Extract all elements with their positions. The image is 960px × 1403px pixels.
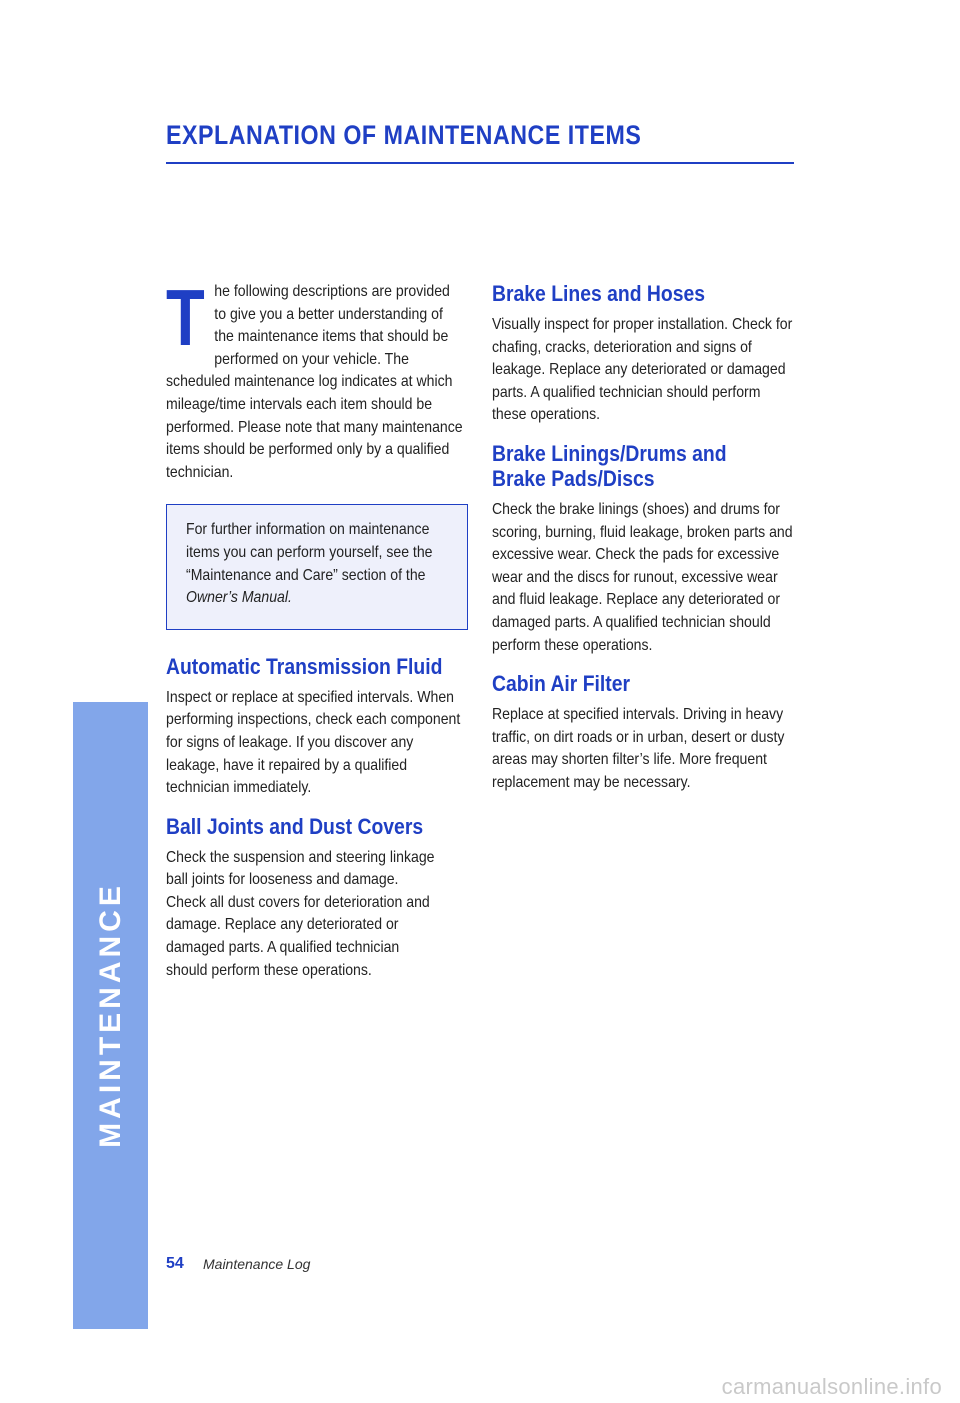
- section-heading: Cabin Air Filter: [492, 671, 631, 697]
- section-body: Check the brake linings (shoes) and drums for scoring, burning, fluid leakage, broken parts and excessive wear. Check the pads for excessive wear and the discs for runout, excessive wear and fluid leakage. Replace any deteriorated or damaged parts. A qualified technician should perform these operations.: [492, 500, 793, 654]
- section-brake-linings: [492, 441, 792, 657]
- footer-title: Maintenance Log: [203, 1256, 311, 1272]
- watermark: carmanualsonline.info: [721, 1374, 942, 1399]
- section-heading: Ball Joints and Dust Covers: [166, 813, 424, 839]
- page-number: 54: [166, 1255, 184, 1272]
- page-title: EXPLANATION OF MAINTENANCE ITEMS: [166, 120, 642, 150]
- section-body: Inspect or replace at specified intervals. When performing inspections, check each component for signs of leakage. If you discover any leakage, have it repaired by a qualified technician immediately.: [166, 688, 461, 797]
- side-tab-label: MAINTENANCE: [94, 882, 127, 1148]
- section-heading: Automatic Transmission Fluid: [166, 653, 443, 679]
- right-column: [492, 281, 792, 809]
- title-divider: [166, 162, 794, 164]
- drop-cap: T: [166, 273, 205, 362]
- section-heading-line-2: Brake Pads/Discs: [492, 465, 655, 491]
- intro-text: he following descriptions are provided to give you a better understanding of the maintenance items that should be performed on your vehicle. The scheduled maintenance log indicates at which mileage/time intervals each item should be performed. Please note that many maintenance items should be performed only by a qualified technician.: [166, 283, 463, 481]
- section-heading-line-1: Brake Linings/Drums and: [492, 440, 727, 466]
- note-manual-reference: Owner’s Manual.: [186, 589, 292, 607]
- section-automatic-transmission-fluid: [166, 654, 462, 800]
- section-body: Visually inspect for proper installation. Check for chafing, cracks, deterioration and signs of leakage. Replace any deteriorated or damaged parts. A qualified technician should perform these operations.: [492, 316, 793, 424]
- section-body: Replace at specified intervals. Driving in heavy traffic, on dirt roads or in urban, desert or dusty areas may shorten filter’s life. More frequent replacement may be necessary.: [492, 706, 785, 791]
- section-ball-joints: [166, 814, 462, 983]
- note-box: [166, 504, 468, 629]
- section-heading: Brake Lines and Hoses: [492, 281, 706, 306]
- section-body: Check the suspension and steering linkage ball joints for looseness and damage. Check all dust covers for deterioration and damage. Replace any deteriorated or damaged parts. A qualified technician should perform these operations.: [166, 848, 435, 979]
- intro-paragraph: [166, 273, 463, 484]
- section-brake-lines: [492, 281, 792, 427]
- note-text: For further information on maintenance items you can perform yourself, see the “Maintenance and Care” section of the: [186, 521, 433, 584]
- section-cabin-air-filter: [492, 671, 792, 794]
- left-column: [166, 273, 463, 996]
